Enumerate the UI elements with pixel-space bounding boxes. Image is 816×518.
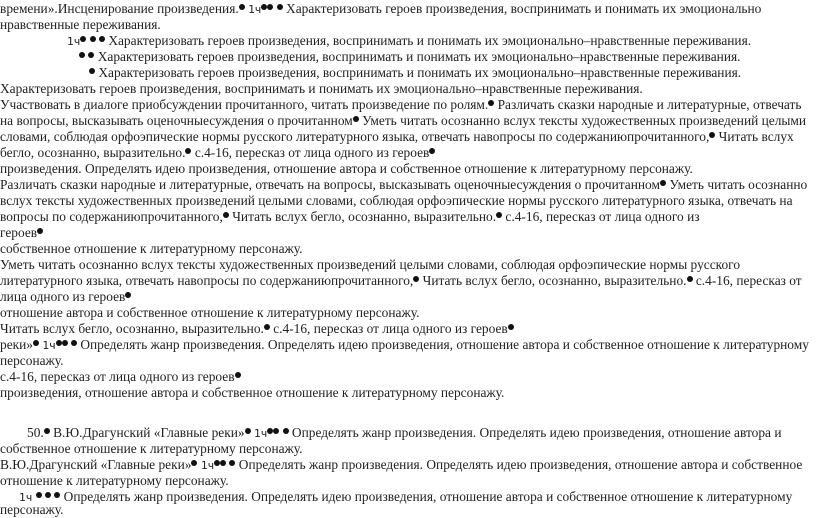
text-fragment: вопросы по содержаниюпрочитанного, xyxy=(0,209,223,224)
bullet-icon xyxy=(90,36,96,42)
bullet-icon xyxy=(36,492,42,498)
bullet-icon xyxy=(267,4,273,10)
bullet-icon xyxy=(45,492,51,498)
text-line: собственное отношение к литературному персонажу. xyxy=(0,241,303,256)
text-line: собственное отношение к литературному персонажу. xyxy=(0,441,303,456)
text-line: Характеризовать героев произведения, воспринимать и понимать их эмоционально–нравственные переживания. xyxy=(0,81,643,96)
text-line xyxy=(0,368,241,385)
hours-label: 1ч xyxy=(42,339,56,352)
hours-label: 1ч xyxy=(200,459,215,472)
bullet-icon xyxy=(62,340,68,346)
text-line xyxy=(0,336,809,354)
text-fragment: Определять жанр произведения. Определять идею произведения, отношение автора и собственное xyxy=(235,457,803,472)
bullet-icon xyxy=(80,36,86,42)
bullet-icon xyxy=(125,292,131,298)
text-fragment: Читать вслух бегло, осознанно, выразительно. xyxy=(419,273,687,288)
bullet-icon xyxy=(220,460,226,466)
text-line xyxy=(0,224,43,241)
text-fragment: с.4-16, пересказ от xyxy=(692,273,802,288)
text-line xyxy=(0,288,131,305)
text-line xyxy=(79,48,741,65)
bullet-icon xyxy=(56,340,62,346)
hours-label: 1ч xyxy=(253,427,268,440)
text-fragment: словами, соблюдая орфоэпические нормы русского литературного языка, отвечать навопросы по содержаниюпрочитанного, xyxy=(0,129,710,144)
text-line xyxy=(0,144,435,161)
text-line: персонажу. xyxy=(0,502,64,517)
text-fragment: с.4-16, пересказ от лица одного из xyxy=(502,209,700,224)
bullet-icon xyxy=(37,228,43,234)
text-fragment: Определять жанр произведения. Определять идею произведения, отношение автора и xyxy=(288,425,782,440)
text-fragment: лица одного из героев xyxy=(0,289,126,304)
text-fragment: Определять жанр произведения. Определять идею произведения, отношение автора и собственное отношение к литературному xyxy=(76,337,809,352)
text-line: персонажу. xyxy=(0,353,64,368)
text-line xyxy=(0,320,514,337)
text-fragment: Характеризовать героев произведения, воспринимать и понимать их эмоционально xyxy=(282,1,762,16)
text-fragment: на вопросы, высказывать оценочныесуждения о прочитанном xyxy=(0,113,353,128)
text-fragment: Различать сказки народные и литературные, отвечать xyxy=(494,97,802,112)
text-line xyxy=(0,128,794,145)
hours-label: 1ч xyxy=(248,3,262,16)
text-line xyxy=(0,112,806,129)
bullet-icon xyxy=(245,428,251,434)
text-line xyxy=(19,488,792,506)
text-fragment: Уметь читать осознанно xyxy=(665,177,808,192)
text-fragment: Характеризовать героев произведения, воспринимать и понимать их эмоционально–нравственные переживания. xyxy=(94,49,741,64)
text-line: вслух тексты художественных произведений целыми словами, соблюдая орфоэпические нормы русского литературного языка, отвечать на xyxy=(0,193,793,208)
text-fragment: В.Ю.Драгунский «Главные реки» xyxy=(0,457,192,472)
text-line xyxy=(0,176,807,193)
text-fragment: Характеризовать героев произведения, воспринимать и понимать их эмоционально–нравственные переживания. xyxy=(104,33,752,48)
item-number: 50. xyxy=(27,425,44,440)
text-fragment: героев xyxy=(0,225,38,240)
text-fragment: Читать вслух бегло, осознанно, выразительно. xyxy=(228,209,497,224)
bullet-icon xyxy=(429,148,435,154)
text-fragment: Определять жанр произведения. Определять идею произведения, отношение автора и собственное отношение к литературному xyxy=(60,489,793,504)
text-fragment: времени».Инсценирование произведения. xyxy=(0,1,239,16)
text-line xyxy=(0,96,802,113)
hours-label: 1ч xyxy=(67,35,81,48)
text-fragment: с.4-16, пересказ от лица одного из героев xyxy=(269,321,508,336)
text-fragment: бегло, осознанно, выразительно. xyxy=(0,145,186,160)
bullet-icon xyxy=(273,428,279,434)
text-line: отношение автора и собственное отношение к литературному персонажу. xyxy=(0,305,420,320)
text-line: произведения, отношение автора и собственное отношение к литературному персонажу. xyxy=(0,385,505,400)
text-line xyxy=(89,64,741,81)
bullet-icon xyxy=(239,4,245,10)
text-fragment: реки» xyxy=(0,337,34,352)
bullet-icon xyxy=(79,52,85,58)
bullet-icon xyxy=(508,324,514,330)
text-line: отношение к литературному персонажу. xyxy=(0,473,229,488)
text-fragment: с.4-16, пересказ от лица одного из героев xyxy=(0,369,235,384)
text-fragment: Читать вслух xyxy=(715,129,794,144)
text-fragment: с.4-16, пересказ от лица одного из героев xyxy=(191,145,430,160)
text-line: Уметь читать осознанно вслух тексты художественных произведений целыми словами, соблюдая орфоэпические нормы русского xyxy=(0,257,741,272)
text-fragment: В.Ю.Драгунский «Главные реки» xyxy=(49,425,245,440)
bullet-icon xyxy=(235,372,241,378)
text-fragment: Читать вслух бегло, осознанно, выразительно. xyxy=(0,321,264,336)
text-fragment: Различать сказки народные и литературные, отвечать на вопросы, высказывать оценочныесуждения о прочитанном xyxy=(0,177,660,192)
text-fragment: литературного языка, отвечать навопросы по содержаниюпрочитанного, xyxy=(0,273,414,288)
text-fragment: Уметь читать осознанно вслух тексты художественных произведений целыми xyxy=(358,113,807,128)
text-fragment: Характеризовать героев произведения, воспринимать и понимать их эмоционально–нравственные переживания. xyxy=(95,65,742,80)
bullet-icon xyxy=(191,460,197,466)
text-fragment: Участвовать в диалоге приобсуждении прочитанного, читать произведение по ролям. xyxy=(0,97,489,112)
bullet-icon xyxy=(33,340,39,346)
text-line xyxy=(0,208,700,225)
hours-label: 1ч xyxy=(19,491,33,504)
text-line xyxy=(0,272,802,289)
text-line: произведения. Определять идею произведения, отношение автора и собственное отношение к литературному персонажу. xyxy=(0,161,693,176)
text-line: нравственные переживания. xyxy=(0,17,161,32)
